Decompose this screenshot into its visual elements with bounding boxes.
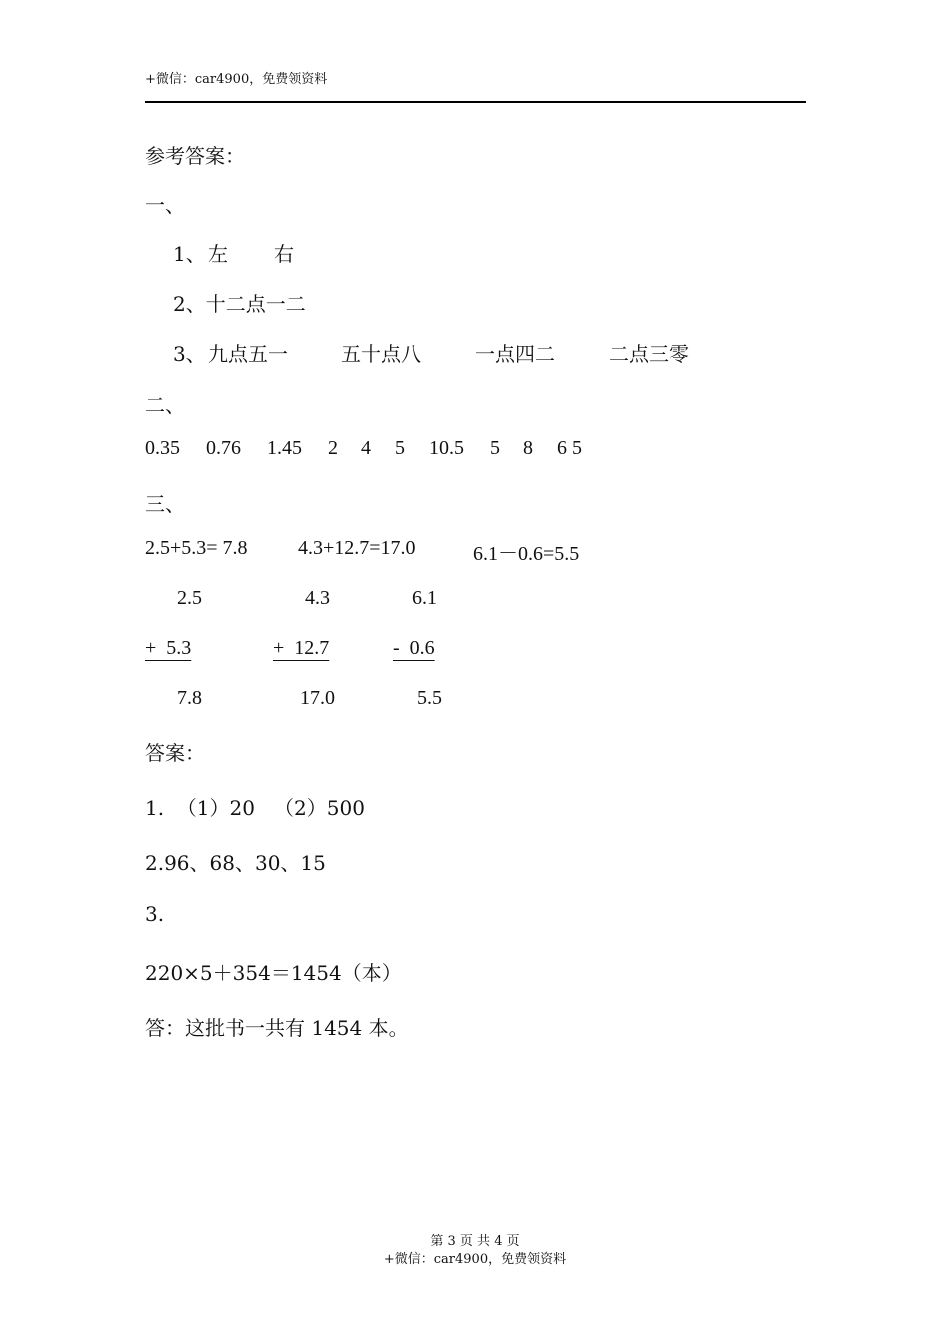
q3-item: 二点三零 (609, 342, 689, 366)
q1-answer-left: 左 (208, 242, 228, 266)
vertical-top-operand: 6.1 (412, 587, 437, 609)
footer-watermark: +微信：car4900，免费领资料 (383, 1252, 567, 1267)
vertical-top-operand: 2.5 (177, 587, 202, 609)
header-watermark: +微信：car4900，免费领资料 (145, 72, 328, 87)
section-2-value: 2 (328, 437, 338, 459)
answer-line: 3. (145, 902, 165, 926)
vertical-second-operand: + 12.7 (273, 637, 330, 659)
section-2-value: 10.5 (429, 437, 464, 459)
vertical-result: 5.5 (417, 687, 442, 709)
section-2-value: 0.35 (145, 437, 180, 459)
answer-line: 2.96、68、30、15 (145, 851, 326, 875)
section-2-value: 5 (490, 437, 500, 459)
q1-number: 1、 (173, 242, 206, 266)
answer-line: 220×5＋354＝1454（本） (145, 961, 402, 985)
section-2-value: 6 5 (557, 437, 582, 459)
section-2-value: 5 (395, 437, 405, 459)
equation: 6.1－0.6=5.5 (473, 543, 580, 565)
section-2-value: 8 (523, 437, 533, 459)
answer-line: 1. （1）20 （2）500 (145, 796, 365, 820)
q3-item: 五十点八 (341, 342, 421, 366)
page-title: 参考答案： (145, 144, 245, 168)
section-2-value: 0.76 (206, 437, 241, 459)
section-2-label: 二、 (145, 393, 185, 417)
q1-answer-right: 右 (274, 242, 294, 266)
vertical-top-operand: 4.3 (305, 587, 330, 609)
vertical-second-operand: + 5.3 (145, 637, 192, 659)
vertical-second-operand: - 0.6 (393, 637, 435, 659)
equation: 2.5+5.3= 7.8 (145, 537, 248, 559)
section-3-label: 三、 (145, 492, 185, 516)
vertical-result: 17.0 (300, 687, 335, 709)
section-2-value: 4 (361, 437, 371, 459)
q3-item: 九点五一 (208, 342, 288, 366)
answers-label: 答案： (145, 741, 205, 765)
q3-number: 3、 (173, 342, 206, 366)
q3-item: 一点四二 (475, 342, 555, 366)
section-1-label: 一、 (145, 193, 185, 217)
section-2-value: 1.45 (267, 437, 302, 459)
page-number: 第 3 页 共 4 页 (430, 1234, 520, 1249)
answer-line: 答：这批书一共有 1454 本。 (145, 1016, 409, 1040)
vertical-result: 7.8 (177, 687, 202, 709)
equation: 4.3+12.7=17.0 (298, 537, 416, 559)
q2-answer: 2、十二点一二 (173, 292, 306, 316)
header-rule (145, 101, 806, 103)
